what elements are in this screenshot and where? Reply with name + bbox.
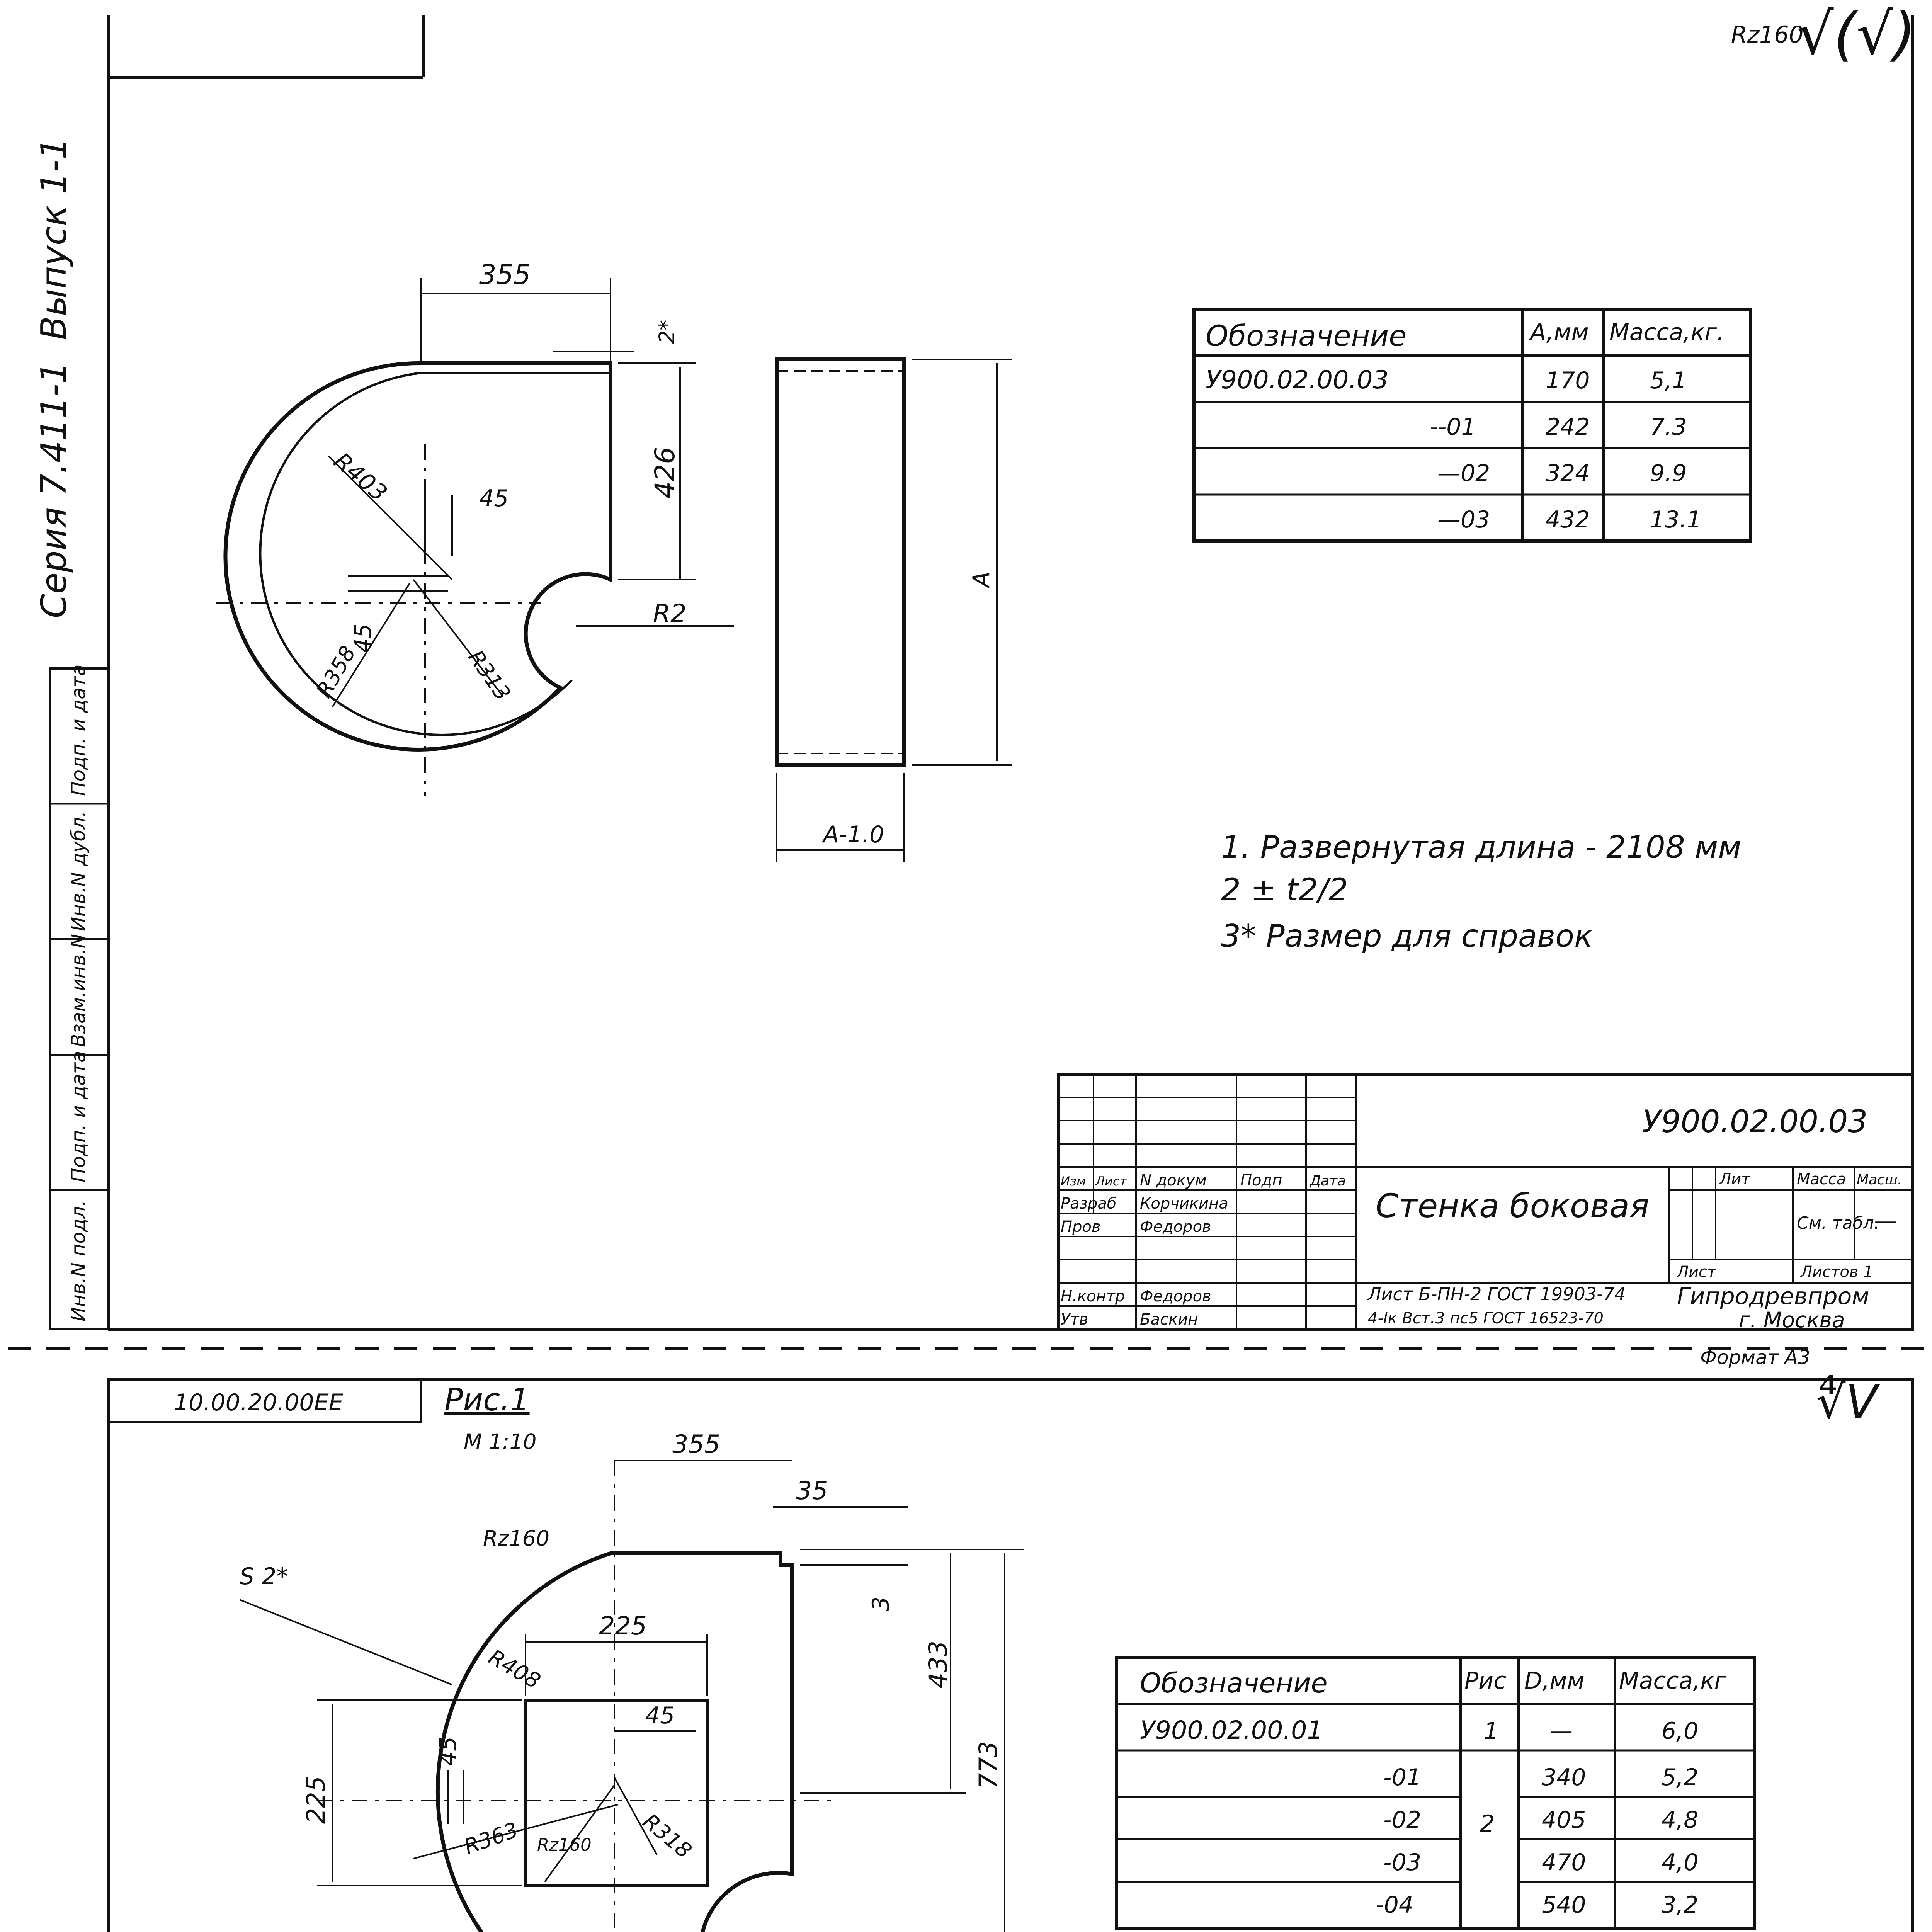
dim-rz: Rz160 <box>537 1835 592 1855</box>
table-cell: 4,8 <box>1662 1806 1699 1833</box>
table-cell: 3,2 <box>1662 1891 1699 1918</box>
table-cell: -03 <box>1383 1849 1421 1876</box>
dim-width: 355 <box>672 1430 721 1459</box>
table-cell: 5,2 <box>1662 1764 1699 1791</box>
table-header-d: D,мм <box>1524 1667 1585 1694</box>
note-3: 3* Размер для справок <box>1221 918 1593 954</box>
tb-name: Баскин <box>1140 1311 1198 1328</box>
dim-width: 355 <box>479 259 531 291</box>
roughness-corner: ∜V <box>1816 1376 1878 1429</box>
table-cell: -04 <box>1376 1891 1413 1918</box>
dim-height: A <box>968 571 995 587</box>
table-cell: 470 <box>1542 1849 1586 1876</box>
tb-material-1: Лист Б-ПН-2 ГОСТ 19903-74 <box>1368 1284 1626 1304</box>
table-cell: 540 <box>1542 1891 1586 1918</box>
tb-sheets: Листов 1 <box>1801 1263 1873 1281</box>
tb-mass-val: См. табл. <box>1797 1213 1879 1233</box>
table-header-designation: Обозначение <box>1206 319 1407 353</box>
dim-rz-top: Rz160 <box>483 1526 550 1551</box>
dim-step-v: 3 <box>867 1596 895 1611</box>
dim-height: 433 <box>924 1640 953 1689</box>
dim-r2: R313 <box>463 645 515 705</box>
side-stamp-5: Подп. и дата <box>67 664 90 796</box>
table-cell: --01 <box>1430 413 1476 440</box>
roughness-symbol: Rz160 <box>1731 21 1804 48</box>
part-title: Стенка боковая <box>1376 1187 1650 1225</box>
tb-name: Федоров <box>1140 1218 1211 1236</box>
dim-overall: 773 <box>974 1741 1003 1789</box>
dim-depth: 426 <box>649 447 681 498</box>
table-cell: 340 <box>1542 1764 1586 1791</box>
series-label: Серия 7.411-1 <box>34 362 74 618</box>
dim-inner-h: 225 <box>302 1776 331 1824</box>
tb-col-izm: Изм <box>1061 1174 1086 1189</box>
table-cell: — <box>1549 1718 1573 1745</box>
tb-role: Н.контр <box>1061 1287 1125 1305</box>
tb-format: Формат А3 <box>1700 1346 1810 1369</box>
table-cell: 5,1 <box>1650 367 1687 394</box>
side-stamp-2: Подп. и дата <box>67 1051 90 1182</box>
tb-name: Корчикина <box>1140 1195 1228 1213</box>
tb-org-2: г. Москва <box>1739 1308 1845 1332</box>
side-stamp-3: Взам.инв.N <box>67 934 90 1047</box>
tb-mass: Масса <box>1797 1170 1846 1188</box>
table-header-mass: Масса,кг. <box>1609 319 1725 346</box>
dim-thickness: S 2* <box>240 1563 288 1590</box>
tb-sheet: Лист <box>1677 1263 1716 1281</box>
tb-col-doc: N докум <box>1140 1172 1207 1189</box>
table-cell: 6,0 <box>1662 1718 1699 1745</box>
doc-number: У900.02.00.03 <box>1642 1104 1868 1139</box>
dim-offset: 45 <box>479 485 509 512</box>
table-cell: 324 <box>1546 460 1590 487</box>
table-cell: 432 <box>1546 506 1590 533</box>
dim-r2: R318 <box>638 1808 697 1864</box>
tb-scale: Масш. <box>1857 1172 1902 1188</box>
dim-radius-small: R2 <box>653 599 687 628</box>
tb-role: Пров <box>1061 1218 1101 1236</box>
fig1-label: Рис.1 <box>444 1382 530 1418</box>
tb-role: Разраб <box>1061 1195 1117 1213</box>
roughness-check-mark: √(√) <box>1797 1 1916 68</box>
dim-offset-v: 45 <box>350 623 377 653</box>
tb-col-sign: Подп <box>1240 1172 1282 1189</box>
table-cell: 7.3 <box>1650 413 1687 440</box>
stamp-top: 10.00.20.00ЕЕ <box>174 1389 344 1416</box>
tb-col-list: Лист <box>1095 1174 1127 1189</box>
dim-r-outer: R403 <box>328 447 393 507</box>
table-cell: -01 <box>1383 1764 1421 1791</box>
table-header-mass: Масса,кг <box>1619 1667 1727 1694</box>
table-cell: 9.9 <box>1650 460 1687 487</box>
note-1: 1. Развернутая длина - 2108 мм <box>1221 829 1742 865</box>
issue-label: Выпуск 1-1 <box>34 137 74 340</box>
dim-inner-w: 225 <box>599 1612 647 1641</box>
table-cell: —03 <box>1437 506 1490 533</box>
table-header-a: A,мм <box>1530 319 1589 346</box>
table-cell: 242 <box>1546 413 1590 440</box>
tb-name: Федоров <box>1140 1287 1211 1305</box>
side-stamp-1: Инв.N подл. <box>67 1200 90 1321</box>
tb-org-1: Гипродревпром <box>1677 1283 1869 1310</box>
side-stamp-4: Инв.N дубл. <box>67 811 90 931</box>
dim-r-outer: R408 <box>484 1644 545 1694</box>
dim-offset-v: 45 <box>435 1736 462 1766</box>
table-cell: 405 <box>1542 1806 1586 1833</box>
dim-step: 35 <box>796 1476 828 1505</box>
table-cell: —02 <box>1437 460 1490 487</box>
dim-r1: R363 <box>461 1817 522 1860</box>
tb-lit: Лит <box>1719 1170 1750 1188</box>
dim-a-minus: A-1.0 <box>823 821 884 848</box>
tb-role: Утв <box>1061 1311 1088 1328</box>
table-header-fig: Рис <box>1464 1667 1507 1694</box>
note-2: 2 ± t2/2 <box>1221 872 1348 908</box>
table-cell: У900.02.00.03 <box>1206 366 1389 395</box>
dim-r1: R358 <box>311 641 361 702</box>
table-cell: 13.1 <box>1650 506 1702 533</box>
dim-offset: 45 <box>645 1702 675 1729</box>
table-cell: 170 <box>1546 367 1590 394</box>
fig1-scale: М 1:10 <box>464 1429 537 1454</box>
tb-scale-val: — <box>1874 1208 1897 1235</box>
table-cell: 1 <box>1484 1718 1499 1745</box>
tb-col-date: Дата <box>1310 1173 1346 1189</box>
table-cell: 4,0 <box>1662 1849 1699 1876</box>
dim-thickness: 2* <box>655 320 679 344</box>
tb-material-2: 4-Iк Вст.3 пс5 ГОСТ 16523-70 <box>1368 1310 1604 1327</box>
table-cell: -02 <box>1383 1806 1421 1833</box>
table-cell: 2 <box>1480 1810 1495 1837</box>
table-cell: У900.02.00.01 <box>1140 1716 1323 1745</box>
table-header-designation: Обозначение <box>1140 1667 1328 1699</box>
